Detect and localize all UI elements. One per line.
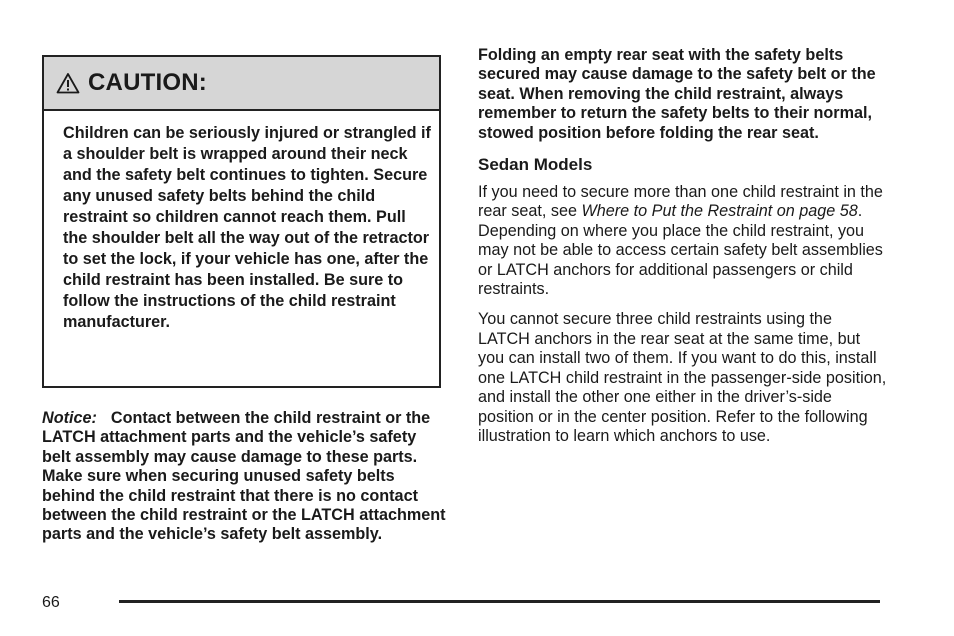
right-column [478, 46, 888, 446]
caution-header [44, 57, 439, 111]
section-heading: Sedan Models [478, 155, 593, 175]
notice-text: Contact between the child restraint or the LATCH attachment parts and the vehicle’s safety belt assembly may cause damage to these parts. Make sure when securing unused safety belts behind the child restraint that there is no contact between the child restraint or the LATCH attachment parts and the vehicle’s safety belt assembly. [42, 409, 446, 544]
cross-reference-link[interactable]: Where to Put the Restraint on page 58 [581, 202, 858, 221]
caution-title: CAUTION: [88, 69, 207, 96]
body-paragraph-2: You cannot secure three child restraints using the LATCH anchors in the rear seat at the same time, but you can install two of them. If you want to do this, install one LATCH child restraint in the passenger-side position, and install the other one either in the driver’s-side position or in the center position. Refer to the following illustration to learn which anchors to use. [478, 310, 887, 445]
body-paragraph-1 [478, 183, 888, 299]
page-number: 66 [42, 594, 60, 611]
body-paragraph-1-after: . Depending on where you place the child restraint, you may not be able to access certain safety belt assemblies or LATCH anchors for additional passengers or child restraints. [478, 202, 883, 299]
body-paragraph-1-before: If you need to secure more than one child restraint in the rear seat, see [478, 183, 883, 221]
notice-label: Notice: [42, 409, 97, 427]
caution-text: Children can be seriously injured or strangled if a shoulder belt is wrapped around their neck and the safety belt continues to tighten. Secure any unused safety belts behind the child restraint so children cannot reach them. Pull the shoulder belt all the way out of the retractor to set the lock, if your vehicle has one, after the child restraint has been installed. Be sure to follow the instructions of the child restraint manufacturer. [63, 124, 431, 331]
notice-paragraph [42, 409, 447, 545]
warning-triangle-icon [56, 72, 80, 94]
rear-seat-warning-paragraph: Folding an empty rear seat with the safety belts secured may cause damage to the safety belt or the seat. When removing the child restraint, always remember to return the safety belts to their normal, stowed position before folding the rear seat. [478, 46, 876, 142]
footer-rule [119, 600, 880, 603]
caution-box [42, 55, 441, 388]
